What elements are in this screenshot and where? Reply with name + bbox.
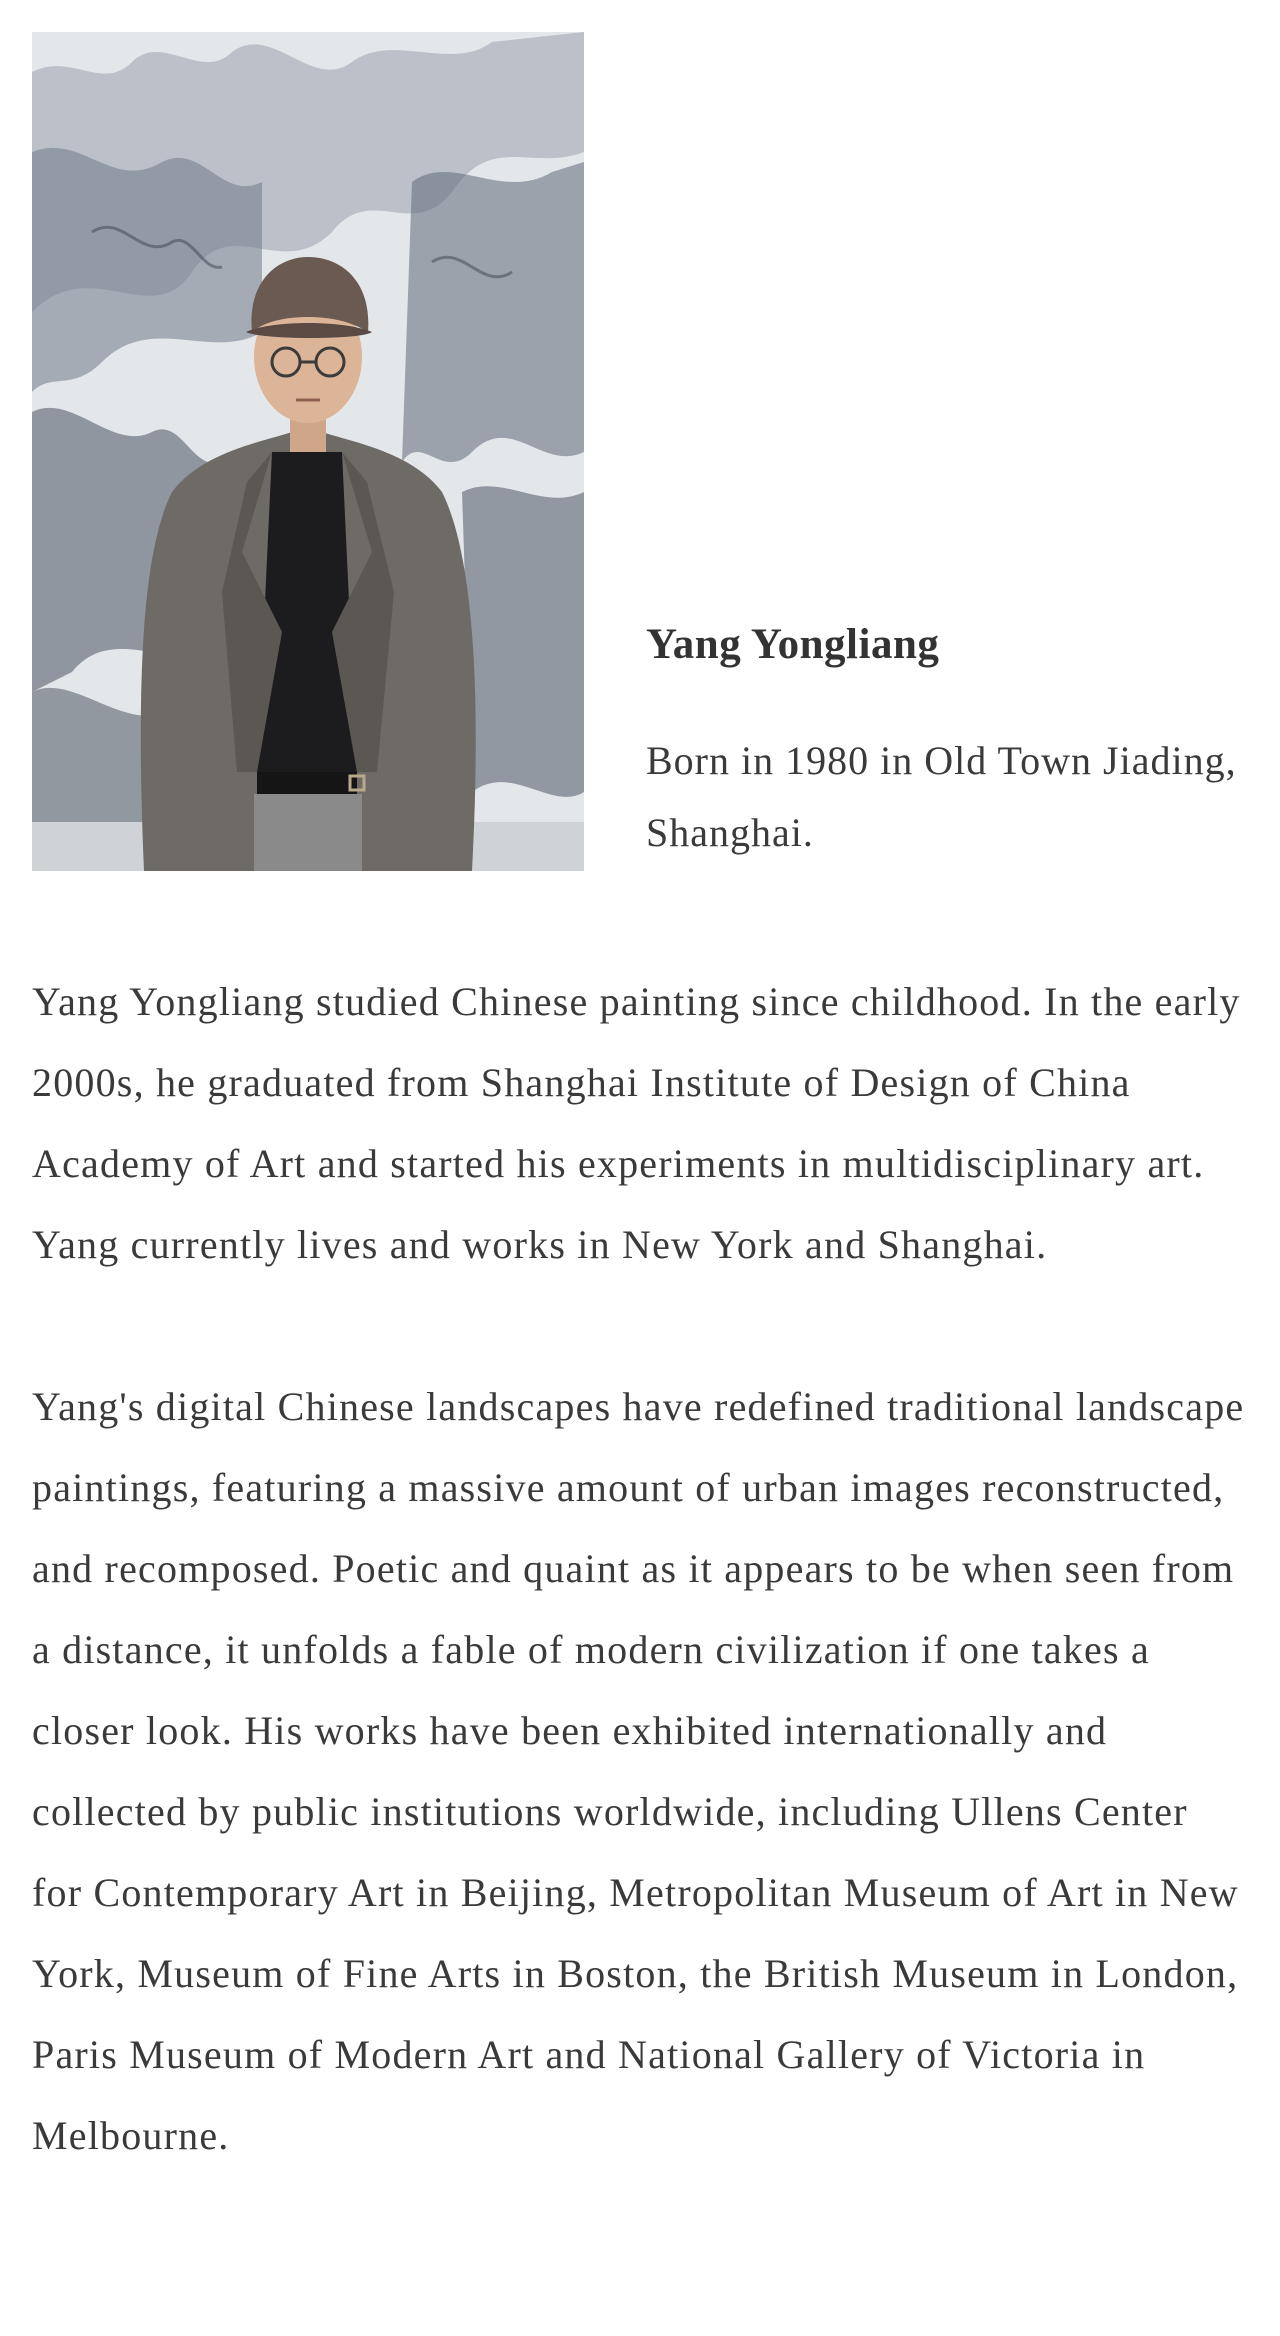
artist-profile: [32, 32, 1248, 2176]
profile-header: [32, 32, 1248, 871]
bio-paragraph-1: Yang Yongliang studied Chinese painting since childhood. In the early 2000s, he graduated from Shanghai Institute of Design of China Academy of Art and started his experiments in multidisciplinary art. Yang currently lives and works in New York and Shanghai.: [32, 979, 1241, 1267]
artist-name: Yang Yongliang: [646, 621, 940, 669]
artist-birth-info: Born in 1980 in Old Town Jiading, Shanghai.: [646, 738, 1237, 855]
portrait-illustration: [32, 32, 584, 871]
bio-paragraph-2: Yang's digital Chinese landscapes have redefined traditional landscape paintings, featuring a massive amount of urban images reconstructed, and recomposed. Poetic and quaint as it appears to be when seen from a distance, it unfolds a fable of modern civilization if one takes a closer look. His works have been exhibited internationally and collected by public institutions worldwide, including Ullens Center for Contemporary Art in Beijing, Metropolitan Museum of Art in New York, Museum of Fine Arts in Boston, the British Museum in London, Paris Museum of Modern Art and National Gallery of Victoria in Melbourne.: [32, 1384, 1245, 2158]
artist-portrait-image: [32, 32, 584, 871]
profile-summary: [646, 619, 1246, 871]
